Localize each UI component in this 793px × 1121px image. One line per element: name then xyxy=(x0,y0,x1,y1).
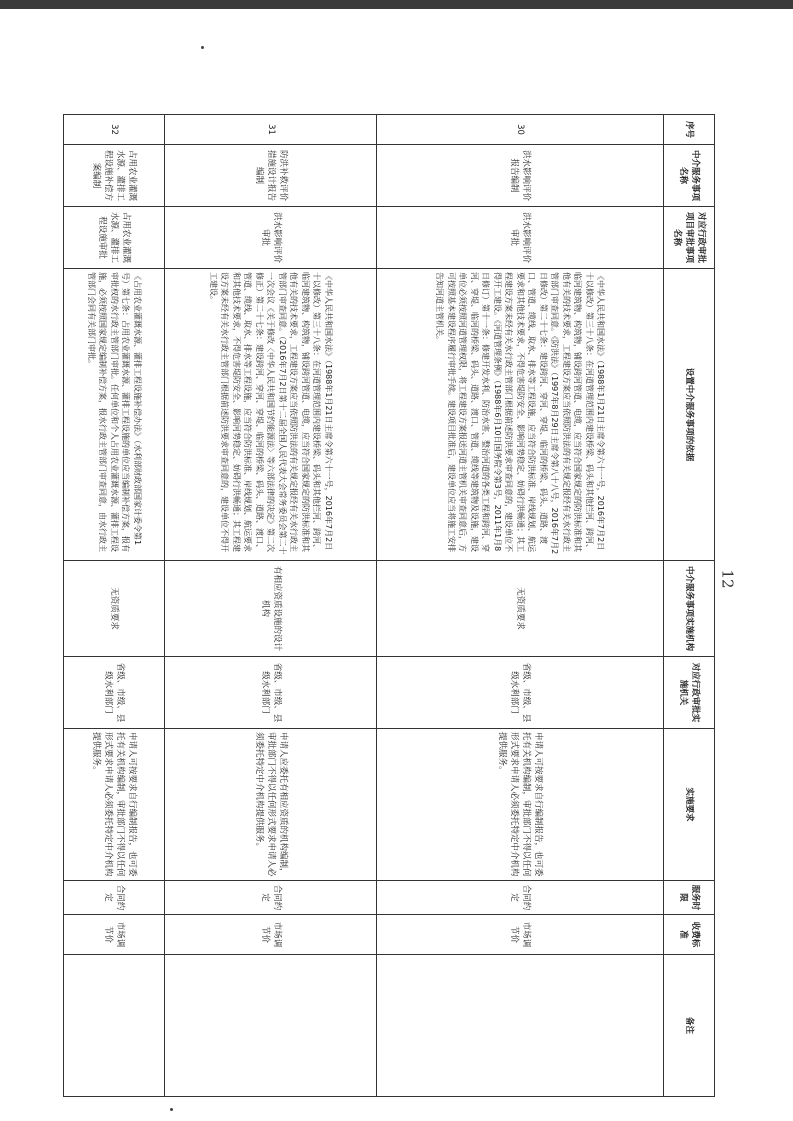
header-row xyxy=(664,115,715,1097)
cell-service-name: 防洪补救评价措施设计报告编制 xyxy=(164,145,376,207)
cell-requirement: 申请人应委托有相应资质的机构编制，审批部门不得以任何形式要求申请人必须委托特定中介机构提供服务。 xyxy=(164,729,376,881)
cell-fee: 市场调节价 xyxy=(377,915,664,955)
cell-institution: 无资质要求 xyxy=(377,561,664,657)
cell-seq: 31 xyxy=(164,115,376,145)
cell-approval-item: 洪水影响评价审批 xyxy=(377,207,664,269)
cell-fee: 市场调节价 xyxy=(164,915,376,955)
cell-remark xyxy=(164,955,376,1097)
cell-time-limit: 合同约定 xyxy=(377,881,664,915)
header-institution: 中介服务事项实施机构 xyxy=(664,561,715,657)
cell-time-limit: 合同约定 xyxy=(64,881,165,915)
cell-remark xyxy=(64,955,165,1097)
cell-department: 省级、市级、县级水利部门 xyxy=(164,657,376,729)
cell-department: 省级、市级、县级水利部门 xyxy=(64,657,165,729)
intermediary-services-table xyxy=(63,114,715,1097)
cell-requirement: 申请人可按要求自行编制报告，也可委托有关机构编制，审批部门不得以任何形式要求申请人必须委托特定中介机构提供服务。 xyxy=(64,729,165,881)
header-service-name: 中介服务事项名称 xyxy=(664,145,715,207)
header-seq: 序号 xyxy=(664,115,715,145)
table-row xyxy=(164,115,376,1097)
cell-fee: 市场调节价 xyxy=(64,915,165,955)
header-approval-item: 对应行政审批项目审批事项名称 xyxy=(664,207,715,269)
cell-department: 省级、市级、县级水利部门 xyxy=(377,657,664,729)
cell-approval-item: 洪水影响评价审批 xyxy=(164,207,376,269)
page-number: 12 xyxy=(718,569,737,589)
cell-seq: 32 xyxy=(64,115,165,145)
cell-requirement: 申请人可按要求自行编制报告，也可委托有关机构编制，审批部门不得以任何形式要求申请人必须委托特定中介机构提供服务。 xyxy=(377,729,664,881)
header-time-limit: 服务时限 xyxy=(664,881,715,915)
cell-basis: 《中华人民共和国水法》（1988年1月21日主席令第六十一号，2016年7月2日十以修改）第三十八条：在河道管理范围内建设桥梁、码头和其他拦河、跨河、临河建筑物、构筑物，铺设跨河管道、电缆，应当符合国家规定的防洪标准和其他有关的技术要求，工程建设方案应当依照防洪法的有关规定报经有关水行政主管部门审查同意。（2016年7月2日第十二届全国人民代表大会常务委员会第二十一次会议《关于修改〈中华人民共和国节约能源法〉等六部法律的决定》第二次修正）第二十七条：建设跨河、穿河、穿堤、临河的桥梁、码头、道路、渡口、管道、缆线、取水、排水等工程设施，应当符合防洪标准、岸线规划、航运要求和其他技术要求，不得危害堤防安全、影响河势稳定、妨碍行洪畅通；其工程建设方案未经有关水行政主管部门根据前述防洪要求审查同意的，建设单位不得开工建设。 xyxy=(164,269,376,561)
table-container xyxy=(63,114,715,1096)
scan-speck xyxy=(170,1108,173,1111)
cell-institution: 有相应资质设施的设计机构 xyxy=(164,561,376,657)
cell-service-name: 洪水影响评价报告编制 xyxy=(377,145,664,207)
header-remark: 备注 xyxy=(664,955,715,1097)
rotated-table-frame xyxy=(63,114,715,1096)
cell-institution: 无资质要求 xyxy=(64,561,165,657)
cell-basis: 《中华人民共和国水法》（1988年1月21日主席令第六十一号，2016年7月2日十以修改）第三十八条：在河道管理范围内建设桥梁、码头和其他拦河、跨河、临河建筑物、构筑物，铺设跨河管道、电缆，应当符合国家规定的防洪标准和其他有关的技术要求，工程建设方案应当依照防洪法的有关规定报经有关水行政主管部门审查同意。《防洪法》（1997年8月29日主席令第八十八号，2016年7月2日修改）第二十七条：建设跨河、穿河、穿堤、临河的桥梁、码头、道路、渡口、管道、缆线、取水、排水等工程设施，应当符合防洪标准、岸线规划、航运要求和其他技术要求，不得危害堤防安全、影响河势稳定、妨碍行洪畅通；其工程建设方案未经有关水行政主管部门根据前述防洪要求审查同意的，建设单位不得开工建设。《河道管理条例》（1988年6月10日国务院令第3号，2011年1月8日修订）第十一条：修建开发水利、防治水害、整治河道的各类工程和跨河、穿河、穿堤、临河的桥梁、码头、道路、渡口、管道、缆线等建筑物及设施，建设单位必须按照河道管理权限，将工程建设方案报送河道主管机关审查同意后，方可按照基本建设程序履行审批手续。建设项目批准后，建设单位应当将施工安排告知河道主管机关。 xyxy=(377,269,664,561)
table-row xyxy=(64,115,165,1097)
top-border-bar xyxy=(0,0,793,9)
cell-approval-item: 占用农业灌溉水源、灌排工程设施审批 xyxy=(64,207,165,269)
table-row xyxy=(377,115,664,1097)
cell-remark xyxy=(377,955,664,1097)
cell-service-name: 占用农业灌溉水源、灌排工程设施补偿方案编制 xyxy=(64,145,165,207)
header-fee: 收费标准 xyxy=(664,915,715,955)
scan-speck xyxy=(201,46,204,49)
cell-seq: 30 xyxy=(377,115,664,145)
header-requirement: 实施要求 xyxy=(664,729,715,881)
header-basis: 设置中介服务事项的依据 xyxy=(664,269,715,561)
header-department: 对应行政审批实施机关 xyxy=(664,657,715,729)
cell-basis: 《占用农业灌溉水源、灌排工程设施补偿办法》（水利部财政部国家计委令第1号）第七条：占用农业灌溉水源、灌排工程设施的单位应当编制补偿方案，报有审批权的水行政主管部门审批。任何单位和个人占用农业灌溉水源、灌排工程设施，必须按照国家规定编制补偿方案，报水行政主管部门审查同意，由水行政主管部门会同有关部门审批。 xyxy=(64,269,165,561)
cell-time-limit: 合同约定 xyxy=(164,881,376,915)
